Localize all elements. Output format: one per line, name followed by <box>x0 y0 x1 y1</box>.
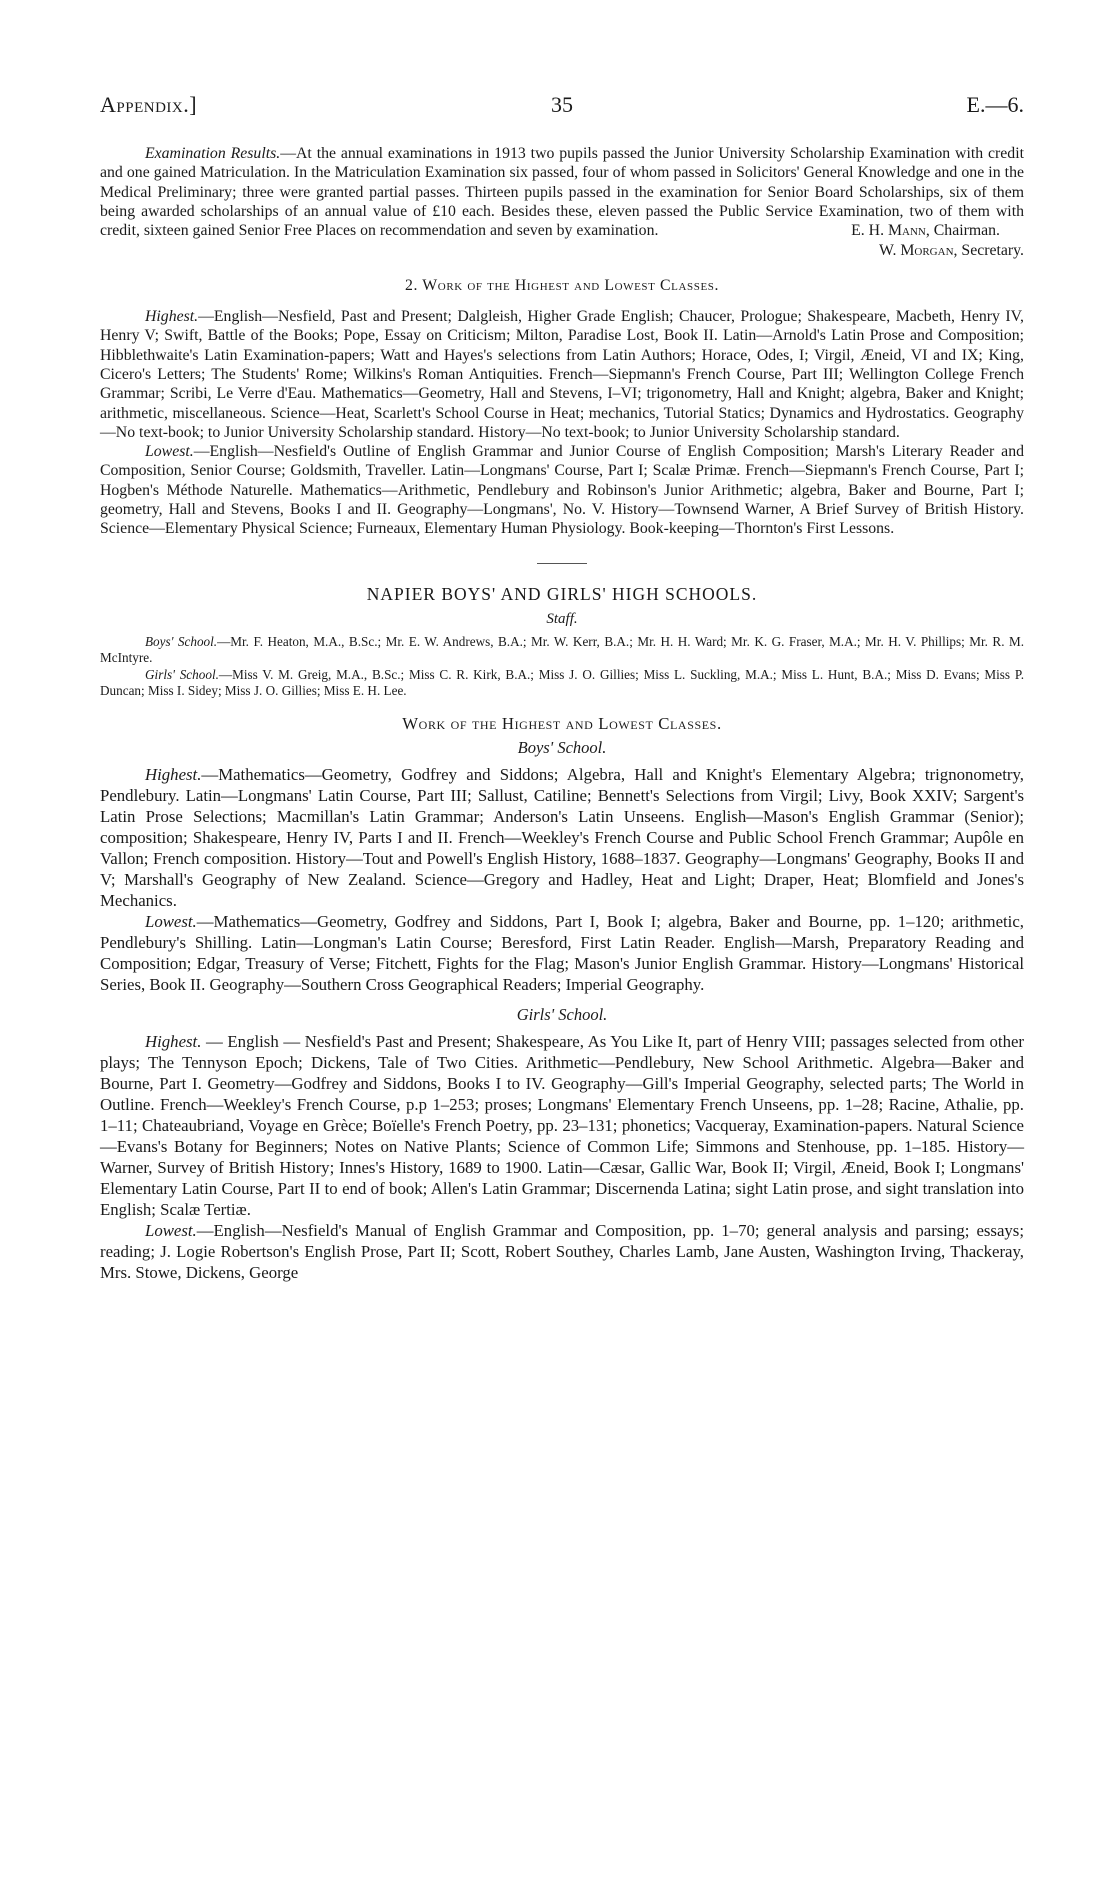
boys-staff-paragraph <box>100 634 1024 667</box>
signature-role: , Secretary. <box>953 241 1024 259</box>
girls-lowest-paragraph <box>100 1220 1024 1283</box>
paragraph-lead: Lowest. <box>145 1220 197 1240</box>
paragraph-lead: Girls' School. <box>145 666 219 682</box>
header-appendix-label: Appendix.] <box>100 92 198 117</box>
signature-role: , Chairman. <box>925 222 1000 240</box>
school-title: NAPIER BOYS' AND GIRLS' HIGH SCHOOLS. <box>366 583 758 604</box>
paragraph-lead: Lowest. <box>145 443 194 461</box>
paragraph-lead: Boys' School. <box>145 633 218 649</box>
boys-school-section <box>100 764 1024 995</box>
paragraph-text: —Miss V. M. Greig, M.A., B.Sc.; Miss C. R. Kirk, B.A.; Miss J. O. Gillies; Miss L. Suckling, M.A.; Miss L. Hunt, B.A.; Miss D. Evans; Miss P. Duncan; Miss I. Sidey; Miss J. O. Gillies; Miss E. H. Lee. <box>100 666 1024 699</box>
paragraph-lead: Examination Results. <box>145 145 281 162</box>
document-reference: E.—6. <box>966 92 1024 117</box>
paragraph-lead: Highest. <box>145 1031 202 1051</box>
staff-list <box>100 634 1024 700</box>
paragraph-text: —Mr. F. Heaton, M.A., B.Sc.; Mr. E. W. Andrews, B.A.; Mr. W. Kerr, B.A.; Mr. H. H. Ward; Mr. K. G. Fraser, M.A.; Mr. H. V. Phillips; Mr. R. M. McIntyre. <box>100 633 1024 666</box>
boys-school-heading: Boys' School. <box>517 737 607 757</box>
paragraph-text: —English—Nesfield, Past and Present; Dalgleish, Higher Grade English; Chaucer, Prologue; Shakespeare, Macbeth, Henry IV, Henry V; Swift, Battle of the Books; Pope, Essay on Criticism; Milton, Paradise Lost, Book II. Latin—Arnold's Latin Prose and Composition; Hibblethwaite's Latin Examination-papers; Watt and Hayes's selections from Latin Authors; Horace, Odes, I; Virgil, Æneid, VI and IX; King, Cicero's Letters; The Students' Rome; Wilkins's Roman Antiquities. French—Siepmann's French Course, Part III; Wellington College French Grammar; Scribi, Le Verre d'Eau. Mathematics—Geometry, Hall and Stevens, I–VI; trigonometry, Hall and Knight; algebra, Baker and Knight; arithmetic, miscellaneous. Science—Heat, Scarlett's School Course in Heat; mechanics, Tutorial Statics; Dynamics and Hydrostatics. Geography—No text-book; to Junior University Scholarship standard. History—No text-book; to Junior University Scholarship standard. <box>100 308 1024 441</box>
signature-name: W. Morgan <box>879 241 954 259</box>
boys-lowest-paragraph <box>100 911 1024 995</box>
document-page <box>100 92 1024 1283</box>
paragraph-text: —English—Nesfield's Manual of English Grammar and Composition, pp. 1–70; general analysis and parsing; essays; reading; J. Logie Robertson's English Prose, Part II; Scott, Robert Southey, Charles Lamb, Jane Austen, Washington Irving, Thackeray, Mrs. Stowe, Dickens, George <box>100 1220 1024 1282</box>
page-number: 35 <box>551 92 573 117</box>
paragraph-text: —At the annual examinations in 1913 two pupils passed the Junior University Scholarship Examination with credit and one gained Matriculation. In the Matriculation Examination six passed, four of whom passed in Solicitors' General Knowledge and one in the Medical Preliminary; three were granted partial passes. Thirteen pupils passed in the examination for Senior Board Scholarships, six of them being awarded scholarships of an annual value of £10 each. Besides these, eleven passed the Public Service Examination, two of them with credit, sixteen gained Senior Free Places on recommendation and seven by examination. <box>100 145 1024 240</box>
boys-highest-paragraph <box>100 764 1024 911</box>
section-divider <box>537 563 587 564</box>
girls-staff-paragraph <box>100 667 1024 700</box>
paragraph-lead: Highest. <box>145 308 199 326</box>
girls-school-section <box>100 1031 1024 1283</box>
paragraph-lead: Lowest. <box>145 911 197 931</box>
section-heading: 2. Work of the Highest and Lowest Classes. <box>404 277 720 295</box>
highest-classes-paragraph <box>100 307 1024 442</box>
girls-highest-paragraph <box>100 1031 1024 1220</box>
lowest-classes-paragraph <box>100 442 1024 538</box>
paragraph-text: — English — Nesfield's Past and Present; Shakespeare, As You Like It, part of Henry VIII; passages selected from other plays; The Tennyson Epoch; Dickens, Tale of Two Cities. Arithmetic—Pendlebury, New School Arithmetic. Algebra—Baker and Bourne, Part I. Geometry—Godfrey and Siddons, Books I to IV. Geography—Gill's Imperial Geography, selected parts; The World in Outline. French—Weekley's French Course, p.p 1–253; proses; Longmans' Elementary French Unseens, pp. 1–28; Racine, Athalie, pp. 1–11; Chateaubriand, Voyage en Grèce; Boïelle's French Poetry, pp. 23–131; phonetics; Vacqueray, Examination-papers. Natural Science—Evans's Botany for Beginners; Notes on Native Plants; Science of Common Life; Simmons and Stenhouse, pp. 1–185. History—Warner, Survey of British History; Innes's History, 1689 to 1900. Latin—Cæsar, Gallic War, Book II; Virgil, Æneid, Book I; Longmans' Elementary Latin Course, Part II to end of book; Allen's Latin Grammar; Discernenda Latina; sight Latin prose, and sight translation into English; Scalæ Tertiæ. <box>100 1031 1024 1219</box>
running-header <box>100 92 1024 132</box>
staff-heading: Staff. <box>546 610 578 627</box>
signature-name: E. H. Mann <box>851 222 926 240</box>
signature-secretary <box>100 241 1024 260</box>
girls-school-heading: Girls' School. <box>516 1004 608 1024</box>
paragraph-text: —Mathematics—Geometry, Godfrey and Siddons; Algebra, Hall and Knight's Elementary Algebra; trignonometry, Pendlebury. Latin—Longmans' Latin Course, Part III; Sallust, Catiline; Bennett's Selections from Virgil; Livy, Book XXIV; Sargent's Latin Prose Selections; Macmillan's Latin Grammar; Anderson's Latin Unseens. English—Mason's English Grammar (Senior); composition; Shakespeare, Henry IV, Parts I and II. French—Weekley's French Course and Public School French Grammar; Aupôle en Vallon; French composition. History—Tout and Powell's English History, 1688–1837. Geography—Longmans' Geography, Books II and V; Marshall's Geography of New Zealand. Science—Gregory and Hadley, Heat and Light; Draper, Heat; Blomfield and Jones's Mechanics. <box>100 764 1024 910</box>
paragraph-text: —Mathematics—Geometry, Godfrey and Siddons, Part I, Book I; algebra, Baker and Bourne, pp. 1–120; arithmetic, Pendlebury's Shilling. Latin—Longman's Latin Course; Beresford, First Latin Reader. English—Marsh, Preparatory Reading and Composition; Edgar, Treasury of Verse; Fitchett, Fights for the Flag; Mason's Junior English Grammar. History—Longmans' Historical Series, Book II. Geography—Southern Cross Geographical Readers; Imperial Geography. <box>100 911 1024 994</box>
paragraph-lead: Highest. <box>145 764 202 784</box>
work-heading: Work of the Highest and Lowest Classes. <box>402 713 722 733</box>
paragraph-text: —English—Nesfield's Outline of English Grammar and Junior Course of English Composition; Marsh's Literary Reader and Composition, Senior Course; Goldsmith, Traveller. Latin—Longmans' Course, Part I; Scalæ Primæ. French—Siepmann's French Course, Part I; Hogben's Méthode Naturelle. Mathematics—Arithmetic, Pendlebury and Robinson's Junior Arithmetic; algebra, Baker and Bourne, Part I; geometry, Hall and Stevens, Books I and II. Geography—Longmans', No. V. History—Townsend Warner, A Brief Survey of British History. Science—Elementary Physical Science; Furneaux, Elementary Human Physiology. Book-keeping—Thornton's First Lessons. <box>100 443 1024 538</box>
